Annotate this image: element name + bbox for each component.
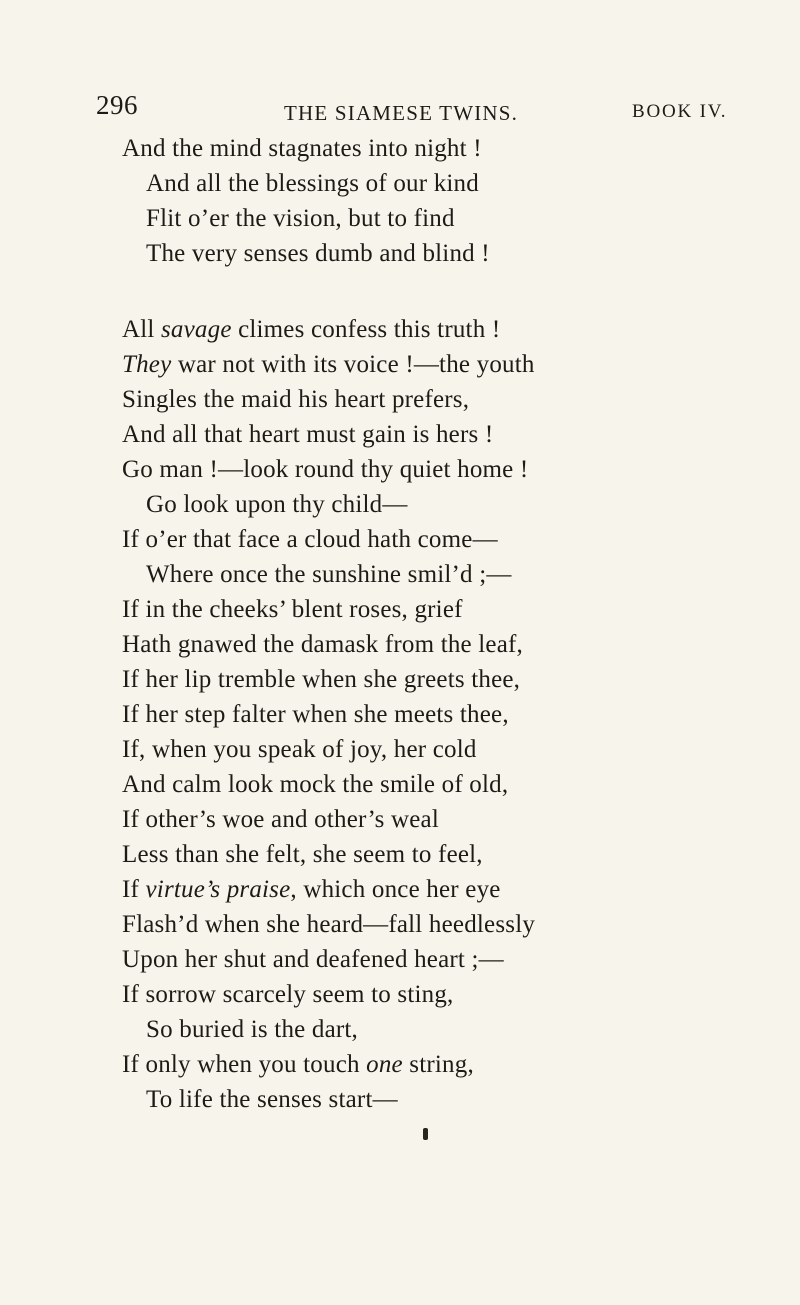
page-number: 296: [96, 90, 138, 120]
poem-line: Flash’d when she heard—fall heedlessly: [122, 911, 536, 938]
poem-line: Upon her shut and deafened heart ;—: [122, 946, 504, 973]
poem-line: And the mind stagnates into night !: [122, 135, 482, 162]
poem-line: To life the senses start—: [146, 1086, 398, 1113]
printer-mark: [423, 1128, 428, 1140]
poem-line: Where once the sunshine smil’d ;—: [146, 561, 512, 588]
italic-word: one: [366, 1051, 403, 1078]
line-text: , which once her eye: [290, 876, 501, 903]
poem-line: And all the blessings of our kind: [146, 170, 479, 197]
line-text: If only when you touch: [122, 1051, 367, 1078]
poem-line: Go man !—look round thy quiet home !: [122, 456, 529, 483]
running-title: THE SIAMESE TWINS.: [284, 101, 519, 125]
section-label-text: BOOK IV.: [632, 101, 728, 122]
italic-word: virtue’s praise: [145, 876, 291, 903]
line-text: war not with its voice !—the youth: [171, 351, 535, 378]
poem-line: The very senses dumb and blind !: [146, 240, 490, 267]
poem-line: If in the cheeks’ blent roses, grief: [122, 596, 463, 623]
poem-line: So buried is the dart,: [146, 1016, 359, 1043]
poem-line-with-italic: [122, 316, 500, 344]
poem-line: And calm look mock the smile of old,: [122, 771, 509, 798]
poem-line-with-italic: [122, 1051, 474, 1079]
italic-word: savage: [161, 316, 232, 343]
line-text: All: [122, 316, 161, 343]
poem-line: Hath gnawed the damask from the leaf,: [122, 631, 524, 658]
poem-line: If sorrow scarcely seem to sting,: [122, 981, 454, 1008]
poem-line: Go look upon thy child—: [146, 491, 408, 518]
poem-line-with-italic: [122, 351, 535, 379]
page-header: [0, 88, 800, 128]
poem-line: If other’s woe and other’s weal: [122, 806, 439, 833]
poem-line: If o’er that face a cloud hath come—: [122, 526, 498, 553]
poem-line: If, when you speak of joy, her cold: [122, 736, 477, 763]
line-text: climes confess this truth !: [231, 316, 501, 343]
poem-line: Less than she felt, she seem to feel,: [122, 841, 483, 868]
poem-line-with-italic: [122, 876, 501, 904]
poem-line: If her step falter when she meets thee,: [122, 701, 509, 728]
line-text: string,: [402, 1051, 474, 1078]
section-label: [622, 101, 727, 123]
italic-word: They: [122, 351, 172, 378]
line-text: If: [122, 876, 146, 903]
poem-line: If her lip tremble when she greets thee,: [122, 666, 521, 693]
poem-line: And all that heart must gain is hers !: [122, 421, 494, 448]
poem-line: Flit o’er the vision, but to find: [146, 205, 455, 232]
poem-line: Singles the maid his heart prefers,: [122, 386, 470, 413]
